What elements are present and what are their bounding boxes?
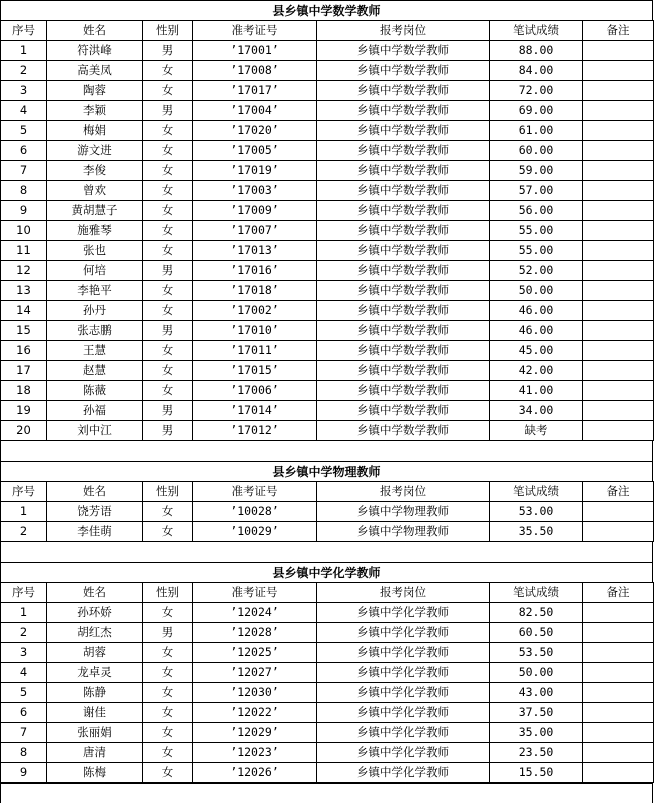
position-cell: 乡镇中学数学教师: [317, 41, 490, 61]
position-cell: 乡镇中学数学教师: [317, 301, 490, 321]
ticket-cell: ’17014’: [193, 401, 317, 421]
score-cell: 82.50: [490, 603, 583, 623]
remark-cell: [583, 663, 654, 683]
seq-cell: 13: [1, 281, 47, 301]
seq-cell: 16: [1, 341, 47, 361]
name-cell: 何培: [47, 261, 143, 281]
gender-cell: 女: [143, 81, 193, 101]
table-row: [1, 61, 654, 81]
score-cell: 56.00: [490, 201, 583, 221]
gender-cell: 女: [143, 603, 193, 623]
name-cell: 孙丹: [47, 301, 143, 321]
column-header: 备注: [583, 583, 654, 603]
name-cell: 李佳萌: [47, 522, 143, 542]
table-row: [1, 221, 654, 241]
ticket-cell: ’17013’: [193, 241, 317, 261]
remark-cell: [583, 623, 654, 643]
position-cell: 乡镇中学数学教师: [317, 61, 490, 81]
score-cell: 35.00: [490, 723, 583, 743]
gender-cell: 女: [143, 241, 193, 261]
section-physics: [0, 461, 653, 542]
remark-cell: [583, 381, 654, 401]
gender-cell: 女: [143, 121, 193, 141]
seq-cell: 5: [1, 683, 47, 703]
remark-cell: [583, 723, 654, 743]
position-cell: 乡镇中学数学教师: [317, 141, 490, 161]
position-cell: 乡镇中学数学教师: [317, 361, 490, 381]
position-cell: 乡镇中学数学教师: [317, 121, 490, 141]
score-cell: 57.00: [490, 181, 583, 201]
table-row: [1, 643, 654, 663]
remark-cell: [583, 361, 654, 381]
ticket-cell: ’12028’: [193, 623, 317, 643]
remark-cell: [583, 763, 654, 783]
seq-cell: 1: [1, 41, 47, 61]
name-cell: 唐清: [47, 743, 143, 763]
table-row: [1, 281, 654, 301]
column-header: 姓名: [47, 583, 143, 603]
ticket-cell: ’17019’: [193, 161, 317, 181]
remark-cell: [583, 241, 654, 261]
name-cell: 张志鹏: [47, 321, 143, 341]
remark-cell: [583, 703, 654, 723]
ticket-cell: ’12025’: [193, 643, 317, 663]
seq-cell: 4: [1, 663, 47, 683]
gender-cell: 女: [143, 61, 193, 81]
seq-cell: 19: [1, 401, 47, 421]
name-cell: 曾欢: [47, 181, 143, 201]
name-cell: 胡蓉: [47, 643, 143, 663]
ticket-cell: ’17016’: [193, 261, 317, 281]
name-cell: 陈薇: [47, 381, 143, 401]
remark-cell: [583, 161, 654, 181]
remark-cell: [583, 743, 654, 763]
remark-cell: [583, 643, 654, 663]
gender-cell: 女: [143, 201, 193, 221]
table-row: [1, 361, 654, 381]
ticket-cell: ’17005’: [193, 141, 317, 161]
gender-cell: 女: [143, 723, 193, 743]
section-title: 县乡镇中学物理教师: [0, 461, 653, 481]
ticket-cell: ’17007’: [193, 221, 317, 241]
score-cell: 46.00: [490, 301, 583, 321]
seq-cell: 15: [1, 321, 47, 341]
seq-cell: 14: [1, 301, 47, 321]
score-cell: 43.00: [490, 683, 583, 703]
ticket-cell: ’12023’: [193, 743, 317, 763]
seq-cell: 7: [1, 723, 47, 743]
column-header: 备注: [583, 21, 654, 41]
score-table: [0, 481, 654, 542]
gender-cell: 男: [143, 261, 193, 281]
column-header: 性别: [143, 21, 193, 41]
score-cell: 60.50: [490, 623, 583, 643]
seq-cell: 8: [1, 181, 47, 201]
score-cell: 88.00: [490, 41, 583, 61]
ticket-cell: ’12026’: [193, 763, 317, 783]
seq-cell: 20: [1, 421, 47, 441]
seq-cell: 7: [1, 161, 47, 181]
seq-cell: 2: [1, 61, 47, 81]
column-header: 报考岗位: [317, 21, 490, 41]
seq-cell: 11: [1, 241, 47, 261]
remark-cell: [583, 341, 654, 361]
name-cell: 陈梅: [47, 763, 143, 783]
name-cell: 张丽娟: [47, 723, 143, 743]
gender-cell: 女: [143, 341, 193, 361]
gender-cell: 男: [143, 321, 193, 341]
score-cell: 37.50: [490, 703, 583, 723]
table-row: [1, 241, 654, 261]
position-cell: 乡镇中学数学教师: [317, 401, 490, 421]
table-row: [1, 201, 654, 221]
gender-cell: 女: [143, 703, 193, 723]
seq-cell: 4: [1, 101, 47, 121]
seq-cell: 3: [1, 81, 47, 101]
gender-cell: 女: [143, 522, 193, 542]
seq-cell: 6: [1, 141, 47, 161]
ticket-cell: ’17006’: [193, 381, 317, 401]
seq-cell: 3: [1, 643, 47, 663]
score-table: [0, 20, 654, 441]
score-cell: 52.00: [490, 261, 583, 281]
ticket-cell: ’10029’: [193, 522, 317, 542]
remark-cell: [583, 683, 654, 703]
position-cell: 乡镇中学数学教师: [317, 201, 490, 221]
column-header: 笔试成绩: [490, 482, 583, 502]
gender-cell: 女: [143, 281, 193, 301]
position-cell: 乡镇中学化学教师: [317, 743, 490, 763]
table-row: [1, 763, 654, 783]
score-cell: 50.00: [490, 663, 583, 683]
table-row: [1, 603, 654, 623]
column-header: 准考证号: [193, 21, 317, 41]
name-cell: 胡红杰: [47, 623, 143, 643]
ticket-cell: ’17002’: [193, 301, 317, 321]
ticket-cell: ’17003’: [193, 181, 317, 201]
score-cell: 55.00: [490, 221, 583, 241]
score-cell: 72.00: [490, 81, 583, 101]
name-cell: 李俊: [47, 161, 143, 181]
column-header: 笔试成绩: [490, 21, 583, 41]
seq-cell: 2: [1, 623, 47, 643]
table-row: [1, 121, 654, 141]
gender-cell: 男: [143, 421, 193, 441]
name-cell: 李颖: [47, 101, 143, 121]
header-row: [1, 583, 654, 603]
seq-cell: 17: [1, 361, 47, 381]
remark-cell: [583, 141, 654, 161]
position-cell: 乡镇中学化学教师: [317, 683, 490, 703]
table-row: [1, 623, 654, 643]
remark-cell: [583, 522, 654, 542]
table-row: [1, 161, 654, 181]
position-cell: 乡镇中学数学教师: [317, 221, 490, 241]
position-cell: 乡镇中学化学教师: [317, 663, 490, 683]
gender-cell: 女: [143, 683, 193, 703]
gender-cell: 男: [143, 401, 193, 421]
name-cell: 饶芳语: [47, 502, 143, 522]
ticket-cell: ’12024’: [193, 603, 317, 623]
score-cell: 缺考: [490, 421, 583, 441]
name-cell: 龙卓灵: [47, 663, 143, 683]
seq-cell: 1: [1, 603, 47, 623]
gender-cell: 女: [143, 502, 193, 522]
table-row: [1, 81, 654, 101]
table-row: [1, 401, 654, 421]
table-row: [1, 261, 654, 281]
remark-cell: [583, 281, 654, 301]
gender-cell: 女: [143, 743, 193, 763]
column-header: 性别: [143, 583, 193, 603]
table-row: [1, 663, 654, 683]
score-cell: 69.00: [490, 101, 583, 121]
score-cell: 61.00: [490, 121, 583, 141]
position-cell: 乡镇中学数学教师: [317, 381, 490, 401]
ticket-cell: ’17010’: [193, 321, 317, 341]
score-table: [0, 582, 654, 783]
seq-cell: 9: [1, 201, 47, 221]
name-cell: 高美凤: [47, 61, 143, 81]
section-gap: [0, 783, 653, 803]
score-cell: 23.50: [490, 743, 583, 763]
remark-cell: [583, 221, 654, 241]
column-header: 准考证号: [193, 482, 317, 502]
seq-cell: 9: [1, 763, 47, 783]
score-cell: 60.00: [490, 141, 583, 161]
gender-cell: 男: [143, 41, 193, 61]
column-header: 性别: [143, 482, 193, 502]
remark-cell: [583, 81, 654, 101]
remark-cell: [583, 301, 654, 321]
column-header: 准考证号: [193, 583, 317, 603]
table-row: [1, 421, 654, 441]
score-cell: 59.00: [490, 161, 583, 181]
position-cell: 乡镇中学数学教师: [317, 101, 490, 121]
header-row: [1, 21, 654, 41]
seq-cell: 5: [1, 121, 47, 141]
ticket-cell: ’17020’: [193, 121, 317, 141]
name-cell: 梅娟: [47, 121, 143, 141]
score-cell: 41.00: [490, 381, 583, 401]
gender-cell: 女: [143, 763, 193, 783]
seq-cell: 6: [1, 703, 47, 723]
name-cell: 陶蓉: [47, 81, 143, 101]
seq-cell: 12: [1, 261, 47, 281]
remark-cell: [583, 121, 654, 141]
score-cell: 55.00: [490, 241, 583, 261]
seq-cell: 2: [1, 522, 47, 542]
column-header: 报考岗位: [317, 583, 490, 603]
gender-cell: 女: [143, 161, 193, 181]
position-cell: 乡镇中学数学教师: [317, 161, 490, 181]
remark-cell: [583, 101, 654, 121]
score-cell: 46.00: [490, 321, 583, 341]
position-cell: 乡镇中学数学教师: [317, 341, 490, 361]
column-header: 笔试成绩: [490, 583, 583, 603]
remark-cell: [583, 261, 654, 281]
section-title: 县乡镇中学化学教师: [0, 562, 653, 582]
table-row: [1, 502, 654, 522]
table-row: [1, 341, 654, 361]
gender-cell: 男: [143, 623, 193, 643]
name-cell: 黄胡慧子: [47, 201, 143, 221]
table-row: [1, 743, 654, 763]
ticket-cell: ’17015’: [193, 361, 317, 381]
name-cell: 施雅琴: [47, 221, 143, 241]
remark-cell: [583, 603, 654, 623]
position-cell: 乡镇中学物理教师: [317, 502, 490, 522]
name-cell: 符洪峰: [47, 41, 143, 61]
table-row: [1, 301, 654, 321]
ticket-cell: ’12027’: [193, 663, 317, 683]
score-cell: 35.50: [490, 522, 583, 542]
position-cell: 乡镇中学数学教师: [317, 261, 490, 281]
remark-cell: [583, 201, 654, 221]
position-cell: 乡镇中学数学教师: [317, 421, 490, 441]
score-cell: 42.00: [490, 361, 583, 381]
seq-cell: 1: [1, 502, 47, 522]
name-cell: 张也: [47, 241, 143, 261]
name-cell: 谢佳: [47, 703, 143, 723]
remark-cell: [583, 61, 654, 81]
column-header: 姓名: [47, 482, 143, 502]
column-header: 序号: [1, 482, 47, 502]
column-header: 序号: [1, 21, 47, 41]
ticket-cell: ’12029’: [193, 723, 317, 743]
seq-cell: 10: [1, 221, 47, 241]
score-cell: 15.50: [490, 763, 583, 783]
position-cell: 乡镇中学化学教师: [317, 603, 490, 623]
table-row: [1, 703, 654, 723]
table-row: [1, 522, 654, 542]
header-row: [1, 482, 654, 502]
table-row: [1, 321, 654, 341]
score-cell: 53.00: [490, 502, 583, 522]
section-gap: [0, 441, 653, 461]
gender-cell: 女: [143, 181, 193, 201]
name-cell: 孙福: [47, 401, 143, 421]
position-cell: 乡镇中学数学教师: [317, 281, 490, 301]
gender-cell: 女: [143, 361, 193, 381]
ticket-cell: ’17011’: [193, 341, 317, 361]
position-cell: 乡镇中学化学教师: [317, 723, 490, 743]
remark-cell: [583, 41, 654, 61]
score-cell: 34.00: [490, 401, 583, 421]
ticket-cell: ’17018’: [193, 281, 317, 301]
column-header: 备注: [583, 482, 654, 502]
column-header: 序号: [1, 583, 47, 603]
position-cell: 乡镇中学数学教师: [317, 321, 490, 341]
position-cell: 乡镇中学化学教师: [317, 763, 490, 783]
table-row: [1, 181, 654, 201]
name-cell: 李艳平: [47, 281, 143, 301]
remark-cell: [583, 181, 654, 201]
position-cell: 乡镇中学数学教师: [317, 81, 490, 101]
section-title: 县乡镇中学数学教师: [0, 0, 653, 20]
gender-cell: 女: [143, 301, 193, 321]
table-row: [1, 381, 654, 401]
section-gap: [0, 542, 653, 562]
column-header: 报考岗位: [317, 482, 490, 502]
remark-cell: [583, 321, 654, 341]
seq-cell: 18: [1, 381, 47, 401]
ticket-cell: ’12030’: [193, 683, 317, 703]
ticket-cell: ’12022’: [193, 703, 317, 723]
ticket-cell: ’17012’: [193, 421, 317, 441]
table-row: [1, 41, 654, 61]
score-cell: 53.50: [490, 643, 583, 663]
column-header: 姓名: [47, 21, 143, 41]
table-row: [1, 723, 654, 743]
name-cell: 游文进: [47, 141, 143, 161]
position-cell: 乡镇中学化学教师: [317, 703, 490, 723]
remark-cell: [583, 502, 654, 522]
name-cell: 赵慧: [47, 361, 143, 381]
score-cell: 45.00: [490, 341, 583, 361]
seq-cell: 8: [1, 743, 47, 763]
position-cell: 乡镇中学化学教师: [317, 623, 490, 643]
table-row: [1, 101, 654, 121]
ticket-cell: ’10028’: [193, 502, 317, 522]
position-cell: 乡镇中学数学教师: [317, 181, 490, 201]
name-cell: 孙环娇: [47, 603, 143, 623]
ticket-cell: ’17017’: [193, 81, 317, 101]
position-cell: 乡镇中学数学教师: [317, 241, 490, 261]
position-cell: 乡镇中学化学教师: [317, 643, 490, 663]
ticket-cell: ’17004’: [193, 101, 317, 121]
table-row: [1, 683, 654, 703]
gender-cell: 女: [143, 141, 193, 161]
ticket-cell: ’17009’: [193, 201, 317, 221]
table-row: [1, 141, 654, 161]
name-cell: 刘中江: [47, 421, 143, 441]
position-cell: 乡镇中学物理教师: [317, 522, 490, 542]
gender-cell: 女: [143, 643, 193, 663]
remark-cell: [583, 401, 654, 421]
score-cell: 84.00: [490, 61, 583, 81]
gender-cell: 男: [143, 101, 193, 121]
name-cell: 陈静: [47, 683, 143, 703]
remark-cell: [583, 421, 654, 441]
gender-cell: 女: [143, 221, 193, 241]
gender-cell: 女: [143, 663, 193, 683]
name-cell: 王慧: [47, 341, 143, 361]
ticket-cell: ’17008’: [193, 61, 317, 81]
gender-cell: 女: [143, 381, 193, 401]
ticket-cell: ’17001’: [193, 41, 317, 61]
section-chemistry: [0, 562, 653, 783]
score-cell: 50.00: [490, 281, 583, 301]
